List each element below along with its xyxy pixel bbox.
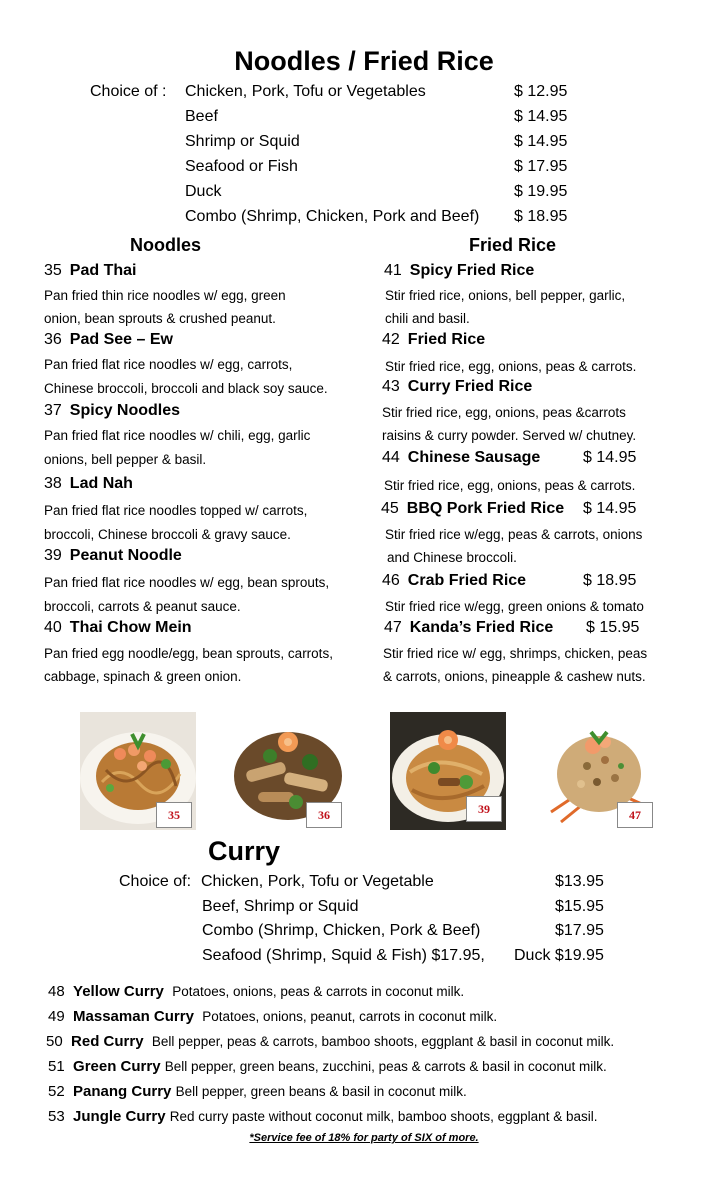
choice-name: Duck (185, 183, 222, 200)
item-name: Pad Thai (69, 262, 137, 279)
list-item (48, 1083, 467, 1100)
menu-item-title (44, 547, 182, 565)
item-number: 52 (48, 1083, 65, 1100)
item-number: 51 (48, 1058, 65, 1075)
menu-item-title (44, 475, 133, 493)
menu-item-title (384, 619, 553, 637)
item-description: Stir fried rice w/egg, peas & carrots, onions (385, 527, 643, 542)
item-name: Peanut Noodle (69, 547, 182, 564)
choice-name: Beef (185, 108, 218, 125)
item-number: 50 (46, 1033, 63, 1050)
menu-item-title (44, 331, 173, 349)
choice-name: Combo (Shrimp, Chicken, Pork & Beef) (202, 922, 481, 939)
item-price: $ 14.95 (583, 500, 637, 517)
item-description: Stir fried rice, egg, onions, peas &carrots (382, 405, 626, 420)
item-number: 53 (48, 1108, 65, 1125)
photo-number-tag: 47 (617, 802, 653, 828)
photo-number-tag: 39 (466, 796, 502, 822)
list-item (48, 1058, 607, 1075)
choice-price: $17.95 (555, 922, 604, 939)
item-name: Crab Fried Rice (407, 572, 527, 589)
item-name: Spicy Noodles (69, 402, 181, 419)
choice-name: Chicken, Pork, Tofu or Vegetable (201, 873, 434, 890)
curry-choice-label: Choice of: (119, 873, 192, 890)
menu-item-title (44, 619, 192, 637)
choice-name: Chicken, Pork, Tofu or Vegetables (185, 83, 426, 100)
item-description: Stir fried rice, egg, onions, peas & carrots. (385, 359, 637, 374)
item-description: Pan fried flat rice noodles w/ egg, bean sprouts, (44, 575, 330, 590)
choice-price: $ 17.95 (514, 158, 568, 175)
item-name: Chinese Sausage (407, 449, 541, 466)
list-item (48, 1108, 597, 1125)
menu-item-title (382, 449, 540, 467)
item-name: Spicy Fried Rice (409, 262, 535, 279)
item-description: Stir fried rice w/egg, green onions & tomato (385, 599, 644, 614)
item-description: Stir fried rice, egg, onions, peas & carrots. (384, 478, 636, 493)
choice-price: $ 18.95 (514, 208, 568, 225)
dish-photo-47 (541, 712, 657, 830)
menu-item-title (382, 572, 526, 590)
item-name: Pad See – Ew (69, 331, 173, 348)
dish-photo-39 (390, 712, 506, 830)
choice-name: Seafood or Fish (185, 158, 298, 175)
list-item (48, 1008, 497, 1025)
item-description: Pan fried egg noodle/egg, bean sprouts, carrots, (44, 646, 333, 661)
item-number: 39 (44, 547, 62, 564)
menu-item-title (44, 402, 180, 420)
item-description: & carrots, onions, pineapple & cashew nuts. (383, 669, 646, 684)
item-name: Lad Nah (69, 475, 133, 492)
item-number: 49 (48, 1008, 65, 1025)
item-number: 38 (44, 475, 62, 492)
photo-number-tag: 36 (306, 802, 342, 828)
item-number: 47 (384, 619, 402, 636)
item-price: $ 14.95 (583, 449, 637, 466)
item-number: 43 (382, 378, 400, 395)
item-description: onion, bean sprouts & crushed peanut. (44, 311, 276, 326)
item-description: Potatoes, onions, peas & carrots in coconut milk. (172, 984, 465, 999)
item-description: onions, bell pepper & basil. (44, 452, 207, 467)
list-item (46, 1033, 614, 1050)
choice-name: Seafood (Shrimp, Squid & Fish) $17.95, (202, 947, 485, 964)
item-description: Stir fried rice, onions, bell pepper, garlic, (385, 288, 626, 303)
item-number: 45 (381, 500, 399, 517)
item-name: Panang Curry (73, 1083, 172, 1100)
item-name: Massaman Curry (73, 1008, 194, 1025)
item-price: $ 18.95 (583, 572, 637, 589)
item-description: Bell pepper, peas & carrots, bamboo shoots, eggplant & basil in coconut milk. (151, 1034, 615, 1049)
item-description: Chinese broccoli, broccoli and black soy sauce. (44, 381, 328, 396)
item-name: Yellow Curry (73, 983, 164, 1000)
choice-price: $ 12.95 (514, 83, 568, 100)
item-name: Kanda’s Fried Rice (409, 619, 554, 636)
section-title-noodles-fried-rice: Noodles / Fried Rice (234, 46, 494, 76)
item-name: Fried Rice (407, 331, 486, 348)
menu-item-title (382, 331, 485, 349)
item-description: Bell pepper, green beans & basil in coconut milk. (175, 1084, 467, 1099)
choice-name: Shrimp or Squid (185, 133, 300, 150)
item-number: 35 (44, 262, 62, 279)
menu-item-title (384, 262, 534, 280)
item-number: 44 (382, 449, 400, 466)
dish-photo-36 (230, 712, 346, 830)
item-description: Stir fried rice w/ egg, shrimps, chicken, peas (383, 646, 648, 661)
item-description: Pan fried flat rice noodles w/ egg, carrots, (44, 357, 293, 372)
item-description: Pan fried flat rice noodles topped w/ carrots, (44, 503, 308, 518)
item-description: broccoli, carrots & peanut sauce. (44, 599, 241, 614)
menu-item-title (381, 500, 564, 518)
item-description: Pan fried thin rice noodles w/ egg, green (44, 288, 286, 303)
section-title-curry: Curry (208, 836, 281, 866)
photo-number-tag: 35 (156, 802, 192, 828)
item-price: $ 15.95 (586, 619, 640, 636)
list-item (48, 983, 464, 1000)
item-number: 36 (44, 331, 62, 348)
choice-name: Combo (Shrimp, Chicken, Pork and Beef) (185, 208, 480, 225)
menu-item-title (44, 262, 136, 280)
item-description: broccoli, Chinese broccoli & gravy sauce. (44, 527, 291, 542)
choice-price: $ 19.95 (514, 183, 568, 200)
dish-photo-35 (80, 712, 196, 830)
item-name: Jungle Curry (73, 1108, 166, 1125)
item-description: Pan fried flat rice noodles w/ chili, egg, garlic (44, 428, 311, 443)
item-number: 42 (382, 331, 400, 348)
noodles-heading: Noodles (130, 235, 202, 255)
item-description: Potatoes, onions, peanut, carrots in coconut milk. (202, 1009, 498, 1024)
service-fee-footnote: *Service fee of 18% for party of SIX of more. (249, 1132, 479, 1144)
item-name: Red Curry (71, 1033, 144, 1050)
item-description: raisins & curry powder. Served w/ chutney. (382, 428, 637, 443)
item-number: 46 (382, 572, 400, 589)
choice-price: $ 14.95 (514, 108, 568, 125)
item-description: Bell pepper, green beans, zucchini, peas & carrots & basil in coconut milk. (164, 1059, 607, 1074)
menu-item-title (382, 378, 532, 396)
item-description: and Chinese broccoli. (387, 550, 517, 565)
item-number: 48 (48, 983, 65, 1000)
choice-price: Duck $19.95 (514, 947, 604, 964)
item-number: 37 (44, 402, 62, 419)
choice-label: Choice of : (90, 83, 167, 100)
item-name: Green Curry (73, 1058, 161, 1075)
choice-price: $ 14.95 (514, 133, 568, 150)
item-number: 41 (384, 262, 402, 279)
item-description: cabbage, spinach & green onion. (44, 669, 242, 684)
item-description: Red curry paste without coconut milk, bamboo shoots, eggplant & basil. (169, 1109, 598, 1124)
item-description: chili and basil. (385, 311, 470, 326)
item-name: Curry Fried Rice (407, 378, 533, 395)
item-name: BBQ Pork Fried Rice (406, 500, 565, 517)
fried-rice-heading: Fried Rice (469, 235, 557, 255)
item-name: Thai Chow Mein (69, 619, 192, 636)
choice-name: Beef, Shrimp or Squid (202, 898, 359, 915)
item-number: 40 (44, 619, 62, 636)
choice-price: $15.95 (555, 898, 604, 915)
choice-price: $13.95 (555, 873, 604, 890)
